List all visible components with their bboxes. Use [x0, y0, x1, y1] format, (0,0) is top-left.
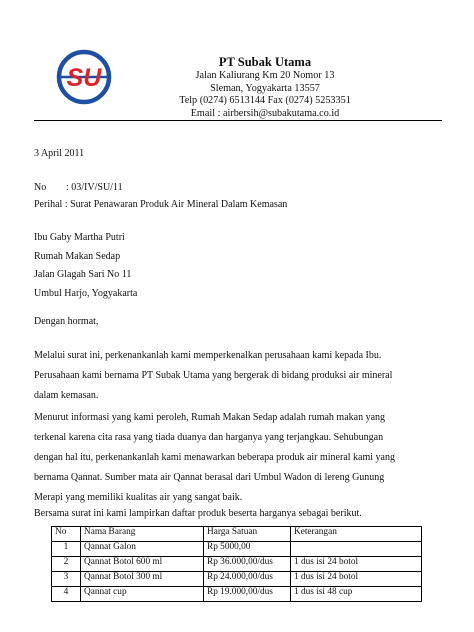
table-cell: Rp 36.000,00/dus	[204, 557, 291, 572]
table-row	[52, 572, 422, 587]
letterhead	[140, 55, 390, 120]
letter-subject: Perihal : Surat Penawaran Produk Air Mineral Dalam Kemasan	[34, 199, 288, 210]
table-cell: Qannat Botol 600 ml	[81, 557, 204, 572]
letter-date: 3 April 2011	[34, 148, 85, 159]
table-cell: 3	[52, 572, 81, 587]
recipient-name: Ibu Gaby Martha Putri	[34, 232, 125, 243]
table-header-cell: Keterangan	[291, 527, 422, 542]
table-cell: 4	[52, 587, 81, 602]
address-line-2: Sleman, Yogyakarta 13557	[210, 82, 320, 94]
table-row	[52, 557, 422, 572]
table-row	[52, 587, 422, 602]
table-cell: Rp 5000,00	[204, 542, 291, 557]
email-line: Email : airbersih@subakutama.co.id	[190, 107, 340, 119]
table-cell: 1	[52, 542, 81, 557]
company-logo	[56, 48, 112, 106]
table-header-cell: Harga Satuan	[204, 527, 291, 542]
table-header-row	[52, 527, 422, 542]
logo-text: SU	[66, 64, 102, 92]
phone-line: Telp (0274) 6513144 Fax (0274) 5253351	[179, 95, 351, 107]
table-cell: Qannat Galon	[81, 542, 204, 557]
table-cell: Rp 19.000,00/dus	[204, 587, 291, 602]
paragraph-attachment: Bersama surat ini kami lampirkan daftar produk beserta harganya sebagai berikut.	[34, 508, 362, 519]
table-cell: 1 dus isi 24 botol	[291, 572, 422, 587]
paragraph-intro: Melalui surat ini, perkenankanlah kami memperkenalkan perusahaan kami kepada Ibu. Perusahaan kami bernama PT Subak Utama yang bergerak di bidang produksi air mineral dalam kemasan.	[34, 350, 393, 401]
table-header-cell: No	[52, 527, 81, 542]
address-line-1: Jalan Kaliurang Km 20 Nomor 13	[195, 70, 335, 81]
letterhead-divider	[34, 120, 442, 121]
company-name: PT Subak Utama	[218, 55, 312, 69]
table-cell: 1 dus isi 48 cup	[291, 587, 422, 602]
greeting: Dengan hormat,	[34, 316, 99, 327]
table-cell: Qannat Botol 300 ml	[81, 572, 204, 587]
recipient-city: Umbul Harjo, Yogyakarta	[34, 287, 138, 299]
number-label: No	[34, 182, 47, 193]
paragraph-offer: Menurut informasi yang kami peroleh, Rumah Makan Sedap adalah rumah makan yang terkenal karena cita rasa yang tiada duanya dan harganya yang terjangkau. Sehubungan dengan hal itu, perkenankanlah kami menawarkan beberapa produk air mineral kami yang bernama Qannat. Sumber mata air Qannat berasal dari Umbul Wadon di lereng Gunung Merapi yang memiliki kualitas air yang sangat baik.	[34, 412, 395, 503]
recipient-street: Jalan Glagah Sari No 11	[34, 269, 132, 280]
price-table	[51, 526, 422, 602]
table-row	[52, 542, 422, 557]
table-cell	[291, 542, 422, 557]
letter-number	[34, 179, 414, 197]
table-cell: Rp 24.000,00/dus	[204, 572, 291, 587]
table-cell: 1 dus isi 24 botol	[291, 557, 422, 572]
table-cell: 2	[52, 557, 81, 572]
recipient-block	[34, 229, 414, 303]
table-header-cell: Nama Barang	[81, 527, 204, 542]
number-value: : 03/IV/SU/11	[66, 182, 123, 193]
table-cell: Qannat cup	[81, 587, 204, 602]
recipient-company: Rumah Makan Sedap	[34, 250, 121, 262]
